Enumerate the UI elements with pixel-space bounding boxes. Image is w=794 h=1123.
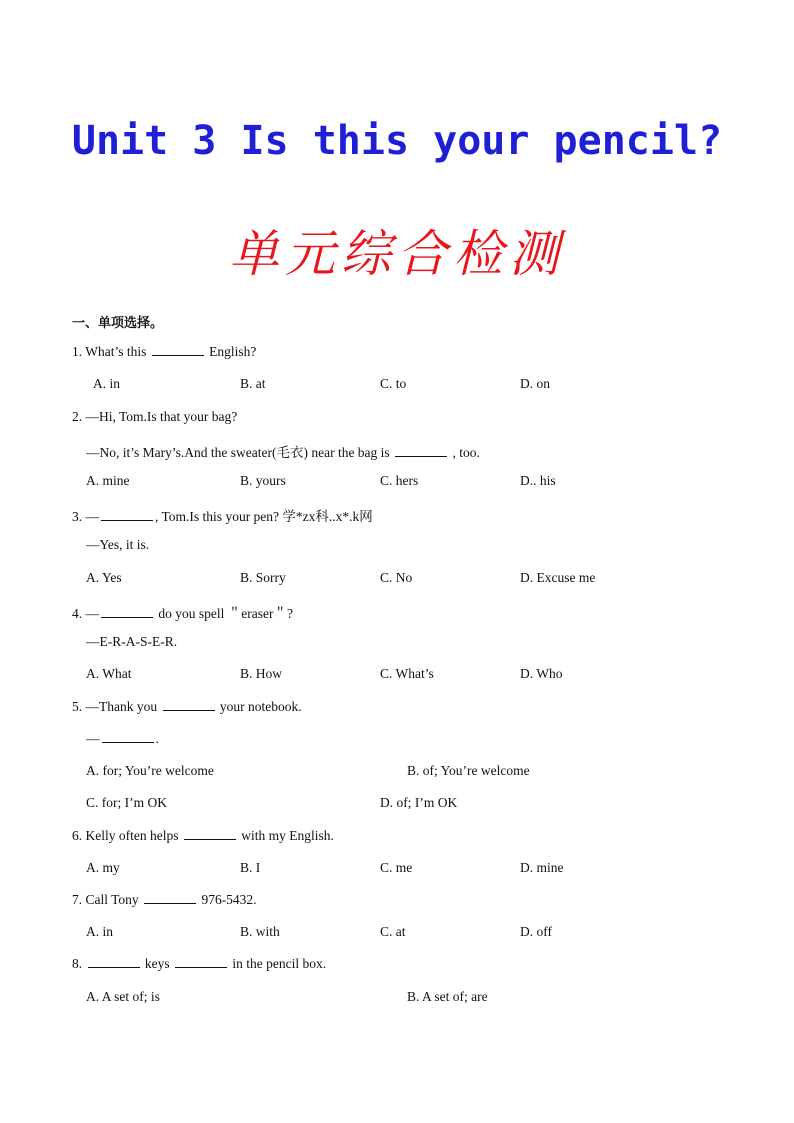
answer-blank	[395, 445, 447, 457]
option-a: A. What	[86, 666, 132, 681]
option-d: D. Excuse me	[520, 570, 596, 585]
question-3-line2: —Yes, it is.	[86, 537, 150, 552]
question-3-stem	[72, 505, 373, 525]
answer-blank	[144, 892, 196, 904]
question-text: , Tom.Is this your pen? 学*zx科..x*.k网	[155, 509, 373, 524]
question-2-stem: 2. —Hi, Tom.Is that your bag?	[72, 409, 238, 424]
option-c: C. to	[380, 376, 407, 391]
option-b: B. I	[240, 860, 261, 875]
question-text: , too.	[452, 445, 480, 460]
question-text: your notebook.	[219, 699, 302, 714]
question-6-stem	[72, 828, 334, 844]
question-text: in the pencil box.	[232, 956, 327, 971]
option-d: D.. his	[520, 473, 556, 488]
question-text: do you spell ＂eraser＂?	[158, 606, 293, 621]
question-2-line2	[86, 441, 480, 461]
question-7-stem	[72, 892, 257, 908]
answer-blank	[152, 344, 204, 356]
option-b: B. with	[240, 924, 280, 939]
question-text: keys	[144, 956, 170, 971]
option-d: D. on	[520, 376, 550, 391]
answer-blank	[163, 699, 215, 711]
question-text: 6. Kelly often helps	[72, 828, 179, 843]
option-b: B. at	[240, 376, 266, 391]
question-8-stem	[72, 956, 326, 972]
question-text: 7. Call Tony	[72, 892, 139, 907]
option-d: D. off	[520, 924, 552, 939]
option-c: C. at	[380, 924, 406, 939]
option-a: A. for; You’re welcome	[86, 763, 214, 778]
option-b: B. A set of; are	[407, 989, 488, 1004]
question-text: 5. —Thank you	[72, 699, 158, 714]
question-5-stem	[72, 699, 302, 715]
option-a: A. mine	[86, 473, 130, 488]
page-subtitle: 单元综合检测	[229, 225, 565, 283]
option-c: C. for; I’m OK	[86, 795, 167, 810]
question-1-stem	[72, 344, 256, 360]
section-heading: 一、单项选择。	[72, 316, 164, 331]
page-title: Unit 3 Is this your pencil?	[71, 118, 723, 164]
question-text: .	[155, 731, 159, 746]
question-text: —	[86, 731, 100, 746]
question-text: 3. —	[72, 509, 99, 524]
answer-blank	[101, 509, 153, 521]
option-c: C. me	[380, 860, 413, 875]
option-c: C. No	[380, 570, 413, 585]
question-4-stem	[72, 602, 293, 622]
question-text: 1. What’s this	[72, 344, 147, 359]
question-text: —No, it’s Mary’s.And the sweater(毛衣) near the bag is	[86, 445, 390, 460]
answer-blank	[184, 828, 236, 840]
answer-blank	[101, 606, 153, 618]
option-a: A. A set of; is	[86, 989, 160, 1004]
question-text: 976-5432.	[201, 892, 257, 907]
option-a: A. my	[86, 860, 120, 875]
option-b: B. yours	[240, 473, 286, 488]
option-a: A. in	[93, 376, 120, 391]
option-d: D. Who	[520, 666, 563, 681]
option-d: D. mine	[520, 860, 564, 875]
option-b: B. of; You’re welcome	[407, 763, 530, 778]
question-text: with my English.	[241, 828, 334, 843]
answer-blank	[88, 956, 140, 968]
option-c: C. What’s	[380, 666, 434, 681]
answer-blank	[102, 731, 154, 743]
option-c: C. hers	[380, 473, 419, 488]
option-b: B. Sorry	[240, 570, 286, 585]
option-a: A. Yes	[86, 570, 122, 585]
question-text: English?	[209, 344, 257, 359]
answer-blank	[175, 956, 227, 968]
question-5-line2	[86, 731, 159, 747]
option-d: D. of; I’m OK	[380, 795, 458, 810]
option-a: A. in	[86, 924, 113, 939]
question-text: 8.	[72, 956, 83, 971]
option-b: B. How	[240, 666, 283, 681]
question-text: 4. —	[72, 606, 99, 621]
question-4-line2: —E-R-A-S-E-R.	[86, 634, 178, 649]
